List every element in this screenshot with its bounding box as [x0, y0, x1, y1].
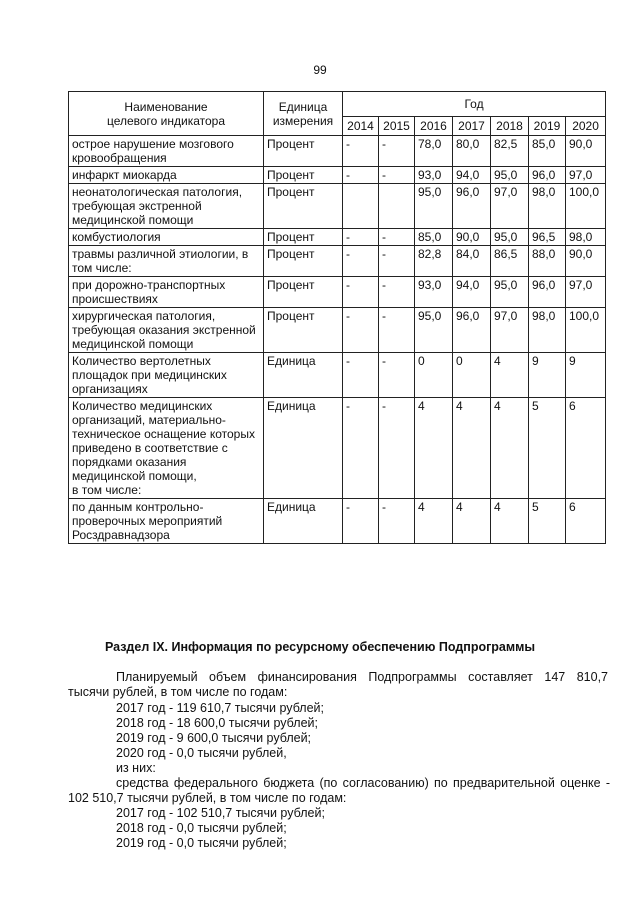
value-cell: - [343, 246, 379, 277]
value-cell: 95,0 [415, 308, 453, 353]
value-cell: - [379, 277, 415, 308]
unit-cell: Процент [264, 167, 343, 184]
year-total-2019: 2019 год - 9 600,0 тысячи рублей; [116, 731, 312, 745]
value-cell: 4 [415, 398, 453, 499]
unit-cell: Процент [264, 184, 343, 229]
indicator-name-cell: травмы различной этиологии, в том числе: [69, 246, 264, 277]
value-cell: - [379, 246, 415, 277]
header-year-cell: 2016 [415, 117, 453, 136]
value-cell: 4 [453, 499, 491, 544]
federal-line-1: средства федерального бюджета (по согласованию) по предварительной оценке - [116, 776, 610, 790]
value-cell: - [343, 398, 379, 499]
indicator-name-cell: хирургическая патология, требующая оказания экстренной медицинской помощи [69, 308, 264, 353]
value-cell: 96,0 [453, 184, 491, 229]
value-cell: 96,0 [453, 308, 491, 353]
table-row [69, 246, 606, 277]
value-cell: 94,0 [453, 277, 491, 308]
unit-cell: Процент [264, 136, 343, 167]
indicator-name-cell: Количество вертолетных площадок при медицинских организациях [69, 353, 264, 398]
table-row [69, 167, 606, 184]
value-cell: 100,0 [566, 308, 606, 353]
table-body [69, 136, 606, 544]
intro-line-2: тысячи рублей, в том числе по годам: [68, 685, 288, 699]
value-cell: 85,0 [415, 229, 453, 246]
year-federal-2018: 2018 год - 0,0 тысячи рублей; [116, 821, 287, 835]
header-year-cell: 2015 [379, 117, 415, 136]
indicator-name-cell: инфаркт миокарда [69, 167, 264, 184]
value-cell: 4 [415, 499, 453, 544]
value-cell: 93,0 [415, 167, 453, 184]
header-indicator-name: Наименование целевого индикатора [69, 92, 264, 136]
table-header [69, 92, 606, 136]
value-cell: - [343, 277, 379, 308]
unit-cell: Единица [264, 398, 343, 499]
value-cell: 85,0 [529, 136, 566, 167]
value-cell: - [379, 136, 415, 167]
value-cell: - [343, 353, 379, 398]
value-cell: 4 [491, 353, 529, 398]
unit-cell: Процент [264, 308, 343, 353]
value-cell: - [343, 499, 379, 544]
unit-cell: Процент [264, 246, 343, 277]
value-cell: 100,0 [566, 184, 606, 229]
value-cell: 9 [566, 353, 606, 398]
value-cell: 95,0 [491, 229, 529, 246]
value-cell: 95,0 [491, 167, 529, 184]
year-total-2017: 2017 год - 119 610,7 тысячи рублей; [116, 701, 324, 715]
value-cell [343, 184, 379, 229]
value-cell: 5 [529, 398, 566, 499]
value-cell: 97,0 [566, 167, 606, 184]
table-row [69, 499, 606, 544]
year-total-2018: 2018 год - 18 600,0 тысячи рублей; [116, 716, 318, 730]
value-cell: 97,0 [491, 184, 529, 229]
indicator-name-cell: неонатологическая патология, требующая экстренной медицинской помощи [69, 184, 264, 229]
value-cell: 93,0 [415, 277, 453, 308]
value-cell: 86,5 [491, 246, 529, 277]
table-row [69, 353, 606, 398]
intro-line-1: Планируемый объем финансирования Подпрограммы составляет 147 810,7 [116, 670, 608, 684]
value-cell: 6 [566, 398, 606, 499]
value-cell: - [343, 308, 379, 353]
value-cell: 90,0 [566, 136, 606, 167]
federal-line-2: 102 510,7 тысячи рублей, в том числе по годам: [68, 791, 347, 805]
unit-cell: Процент [264, 277, 343, 308]
value-cell: 9 [529, 353, 566, 398]
value-cell: - [379, 499, 415, 544]
value-cell: 90,0 [566, 246, 606, 277]
header-year-cell: 2014 [343, 117, 379, 136]
year-federal-2019: 2019 год - 0,0 тысячи рублей; [116, 836, 287, 850]
unit-cell: Единица [264, 353, 343, 398]
value-cell: - [379, 167, 415, 184]
value-cell: 80,0 [453, 136, 491, 167]
indicators-table [68, 91, 606, 544]
value-cell: 0 [415, 353, 453, 398]
value-cell: 98,0 [529, 184, 566, 229]
value-cell: 95,0 [415, 184, 453, 229]
indicator-name-cell: по данным контрольно-проверочных мероприятий Росздравнадзора [69, 499, 264, 544]
value-cell: 96,0 [529, 167, 566, 184]
value-cell: 6 [566, 499, 606, 544]
value-cell: - [379, 308, 415, 353]
year-federal-2017: 2017 год - 102 510,7 тысячи рублей; [116, 806, 325, 820]
year-total-2020: 2020 год - 0,0 тысячи рублей, [116, 746, 287, 760]
value-cell: 4 [491, 499, 529, 544]
value-cell: 97,0 [491, 308, 529, 353]
value-cell: 96,5 [529, 229, 566, 246]
value-cell: - [379, 398, 415, 499]
value-cell: 88,0 [529, 246, 566, 277]
table-row [69, 398, 606, 499]
of-them-label: из них: [116, 761, 156, 775]
value-cell: 5 [529, 499, 566, 544]
value-cell: 4 [453, 398, 491, 499]
value-cell: 96,0 [529, 277, 566, 308]
value-cell: 0 [453, 353, 491, 398]
value-cell: 90,0 [453, 229, 491, 246]
unit-cell: Процент [264, 229, 343, 246]
value-cell: 98,0 [566, 229, 606, 246]
table-row [69, 308, 606, 353]
value-cell: 97,0 [566, 277, 606, 308]
indicator-name-cell: комбустиология [69, 229, 264, 246]
value-cell: - [379, 353, 415, 398]
value-cell: 82,5 [491, 136, 529, 167]
value-cell: 84,0 [453, 246, 491, 277]
value-cell: 98,0 [529, 308, 566, 353]
table-row [69, 277, 606, 308]
section-title: Раздел IX. Информация по ресурсному обеспечению Подпрограммы [104, 640, 536, 654]
header-year-cell: 2019 [529, 117, 566, 136]
value-cell: - [379, 229, 415, 246]
value-cell: 95,0 [491, 277, 529, 308]
table-row [69, 229, 606, 246]
indicator-name-cell: Количество медицинских организаций, материально-техническое оснащение которых приведено в соответствие с порядками оказания медицинской помощи, в том числе: [69, 398, 264, 499]
indicator-name-cell: острое нарушение мозгового кровообращения [69, 136, 264, 167]
value-cell: - [343, 229, 379, 246]
value-cell [379, 184, 415, 229]
header-year-cell: 2020 [566, 117, 606, 136]
table-row [69, 136, 606, 167]
value-cell: 78,0 [415, 136, 453, 167]
header-year-cell: 2017 [453, 117, 491, 136]
value-cell: - [343, 167, 379, 184]
value-cell: 82,8 [415, 246, 453, 277]
value-cell: 94,0 [453, 167, 491, 184]
page-number: 99 [313, 63, 327, 77]
header-unit: Единица измерения [264, 92, 343, 136]
table-row [69, 184, 606, 229]
unit-cell: Единица [264, 499, 343, 544]
value-cell: 4 [491, 398, 529, 499]
header-year-cell: 2018 [491, 117, 529, 136]
indicator-name-cell: при дорожно-транспортных происшествиях [69, 277, 264, 308]
value-cell: - [343, 136, 379, 167]
header-year-group: Год [343, 92, 606, 117]
